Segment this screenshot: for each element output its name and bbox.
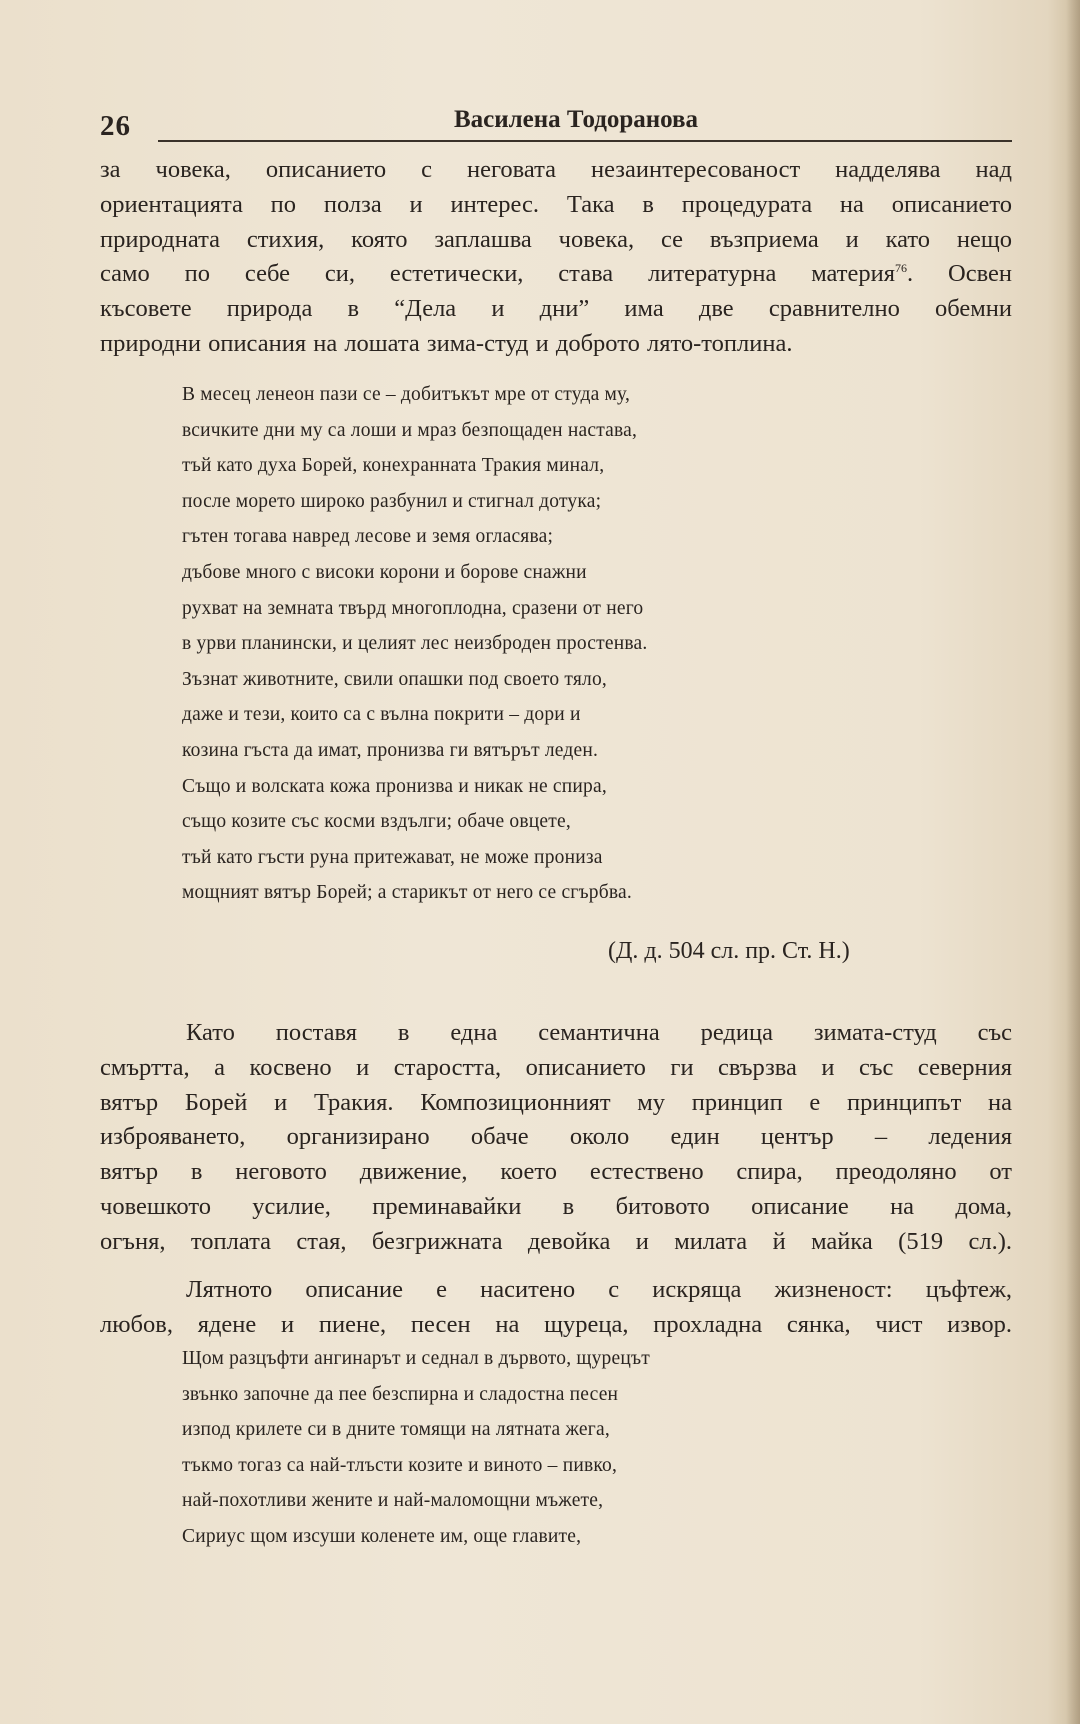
text-line: вятър Борей и Тракия. Композиционният му принцип е принципът на (100, 1088, 1012, 1116)
verse-line: в урви планински, и целият лес неизброден простенва. (182, 633, 648, 655)
text-line: изброяването, организирано обаче около един център – ледения (100, 1123, 1012, 1151)
paragraph-3 (100, 1273, 1012, 1343)
text-line: за човека, описанието с неговата незаинтересованост надделява над (100, 156, 1012, 183)
verse-quote-1 (182, 377, 882, 911)
page-header (100, 104, 1012, 144)
verse-line: В месец ленеон пази се – добитъкът мре от студа му, (182, 384, 631, 405)
verse-line: всичките дни му са лоши и мраз безпощаден настава, (182, 419, 638, 441)
verse-line: Зъзнат животните, свили опашки под своето тяло, (182, 668, 607, 690)
footnote-ref: 76 (895, 261, 908, 276)
text-line: човешкото усилие, преминавайки в битовото описание на дома, (100, 1192, 1012, 1220)
verse-line: Сириус щом изсуши коленете им, още главите, (182, 1525, 582, 1547)
verse-line: козина гъста да имат, пронизва ги вятърът леден. (182, 739, 599, 761)
verse-line: Също и волската кожа пронизва и никак не спира, (182, 775, 607, 797)
text-line: любов, ядене и пиене, песен на щуреца, прохладна сянка, чист извор. (100, 1310, 1012, 1338)
text-line: огъня, топлата стая, безгрижната девойка и милата й майка (519 сл.). (100, 1227, 1012, 1255)
text-line-part: само по себе си, естетически, става литературна материя (100, 260, 896, 288)
paragraph-2 (100, 1016, 1012, 1260)
verse-line: даже и тези, които са с вълна покрити – дори и (182, 704, 581, 726)
verse-line: звънко започне да пее безспирна и сладостна песен (182, 1383, 619, 1405)
page-number: 26 (100, 110, 131, 142)
page-edge-shadow (1066, 0, 1080, 1724)
verse-line: после морето широко разбунил и стигнал дотука; (182, 490, 602, 512)
verse-line: рухват на земната твърд многоплодна, сразени от него (182, 597, 644, 619)
text-line: ориентацията по полза и интерес. Така в процедурата на описанието (100, 190, 1012, 218)
verse-line: най-похотливи жените и най-маломощни мъжете, (182, 1490, 604, 1512)
verse-line: също козите със косми вздълги; обаче овцете, (182, 811, 571, 833)
text-line (100, 257, 1012, 292)
paragraph-1 (100, 153, 1012, 362)
verse-quote-2 (182, 1341, 882, 1555)
verse-line: тъй като духа Борей, конехранната Тракия минал, (182, 455, 605, 477)
verse-line: мощният вятър Борей; а старикът от него се сгърбва. (182, 882, 632, 904)
verse-line: тъй като гъсти руна притежават, не може прониза (182, 846, 603, 868)
text-line: Като поставя в една семантична редица зимата-студ със (186, 1019, 1012, 1046)
text-line: природната стихия, която заплашва човека, се възприема и като нещо (100, 225, 1012, 253)
text-line: природни описания на лошата зима-студ и доброто лято-топлина. (100, 329, 793, 357)
verse-line: гътен тогава навред лесове и земя огласява; (182, 526, 554, 548)
text-line: смъртта, а косвено и старостта, описанието ги свързва и със северния (100, 1053, 1012, 1081)
header-rule (158, 140, 1012, 142)
text-line: късовете природа в “Дела и дни” има две сравнително обемни (100, 295, 1012, 323)
verse-line: дъбове много с високи корони и борове снажни (182, 561, 587, 583)
verse-line: тъкмо тогаз са най-тлъсти козите и виното – пивко, (182, 1454, 618, 1476)
text-line-part: . Освен (907, 260, 1012, 288)
verse-citation: (Д. д. 504 сл. пр. Ст. Н.) (608, 938, 850, 964)
verse-line: Щом разцъфти ангинарът и седнал в дървото, щурецът (182, 1348, 650, 1369)
verse-line: изпод крилете си в дните томящи на лятната жега, (182, 1419, 610, 1441)
text-line: Лятното описание е наситено с искряща жизненост: цъфтеж, (186, 1276, 1012, 1303)
text-line: вятър в неговото движение, което естествено спира, преодоляно от (100, 1158, 1012, 1186)
running-head: Василена Тодоранова (453, 106, 699, 133)
